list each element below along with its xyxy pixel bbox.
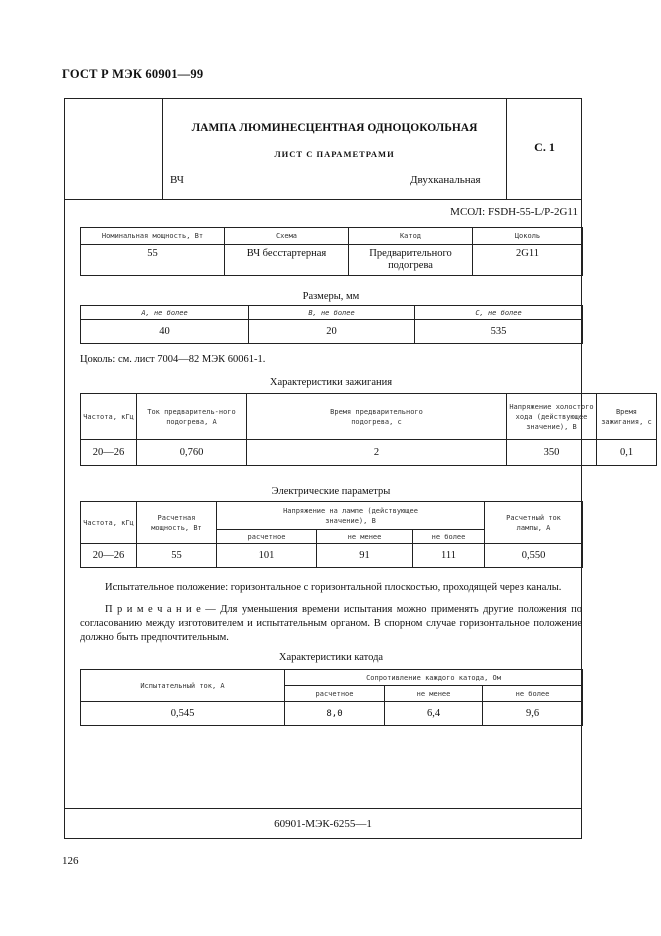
cell-el-max-voltage: 111 bbox=[413, 544, 485, 568]
dimensions-caption: Размеры, мм bbox=[302, 291, 360, 302]
subheader-cat-rated: расчетное bbox=[285, 686, 385, 702]
cell-circuit: ВЧ бесстартерная bbox=[225, 245, 349, 276]
electrical-table bbox=[80, 501, 583, 568]
subheader-el-rated: расчетное bbox=[217, 530, 317, 544]
cell-el-min-voltage: 91 bbox=[317, 544, 413, 568]
cell-nominal-power: 55 bbox=[81, 245, 225, 276]
footer-code: 60901-МЭК-6255—1 bbox=[274, 818, 372, 830]
cell-cat-rated: 8,0 bbox=[285, 702, 385, 726]
sheet-subtitle: ЛИСТ С ПАРАМЕТРАМИ bbox=[274, 149, 395, 159]
cell-ign-preheat-time: 2 bbox=[247, 440, 507, 466]
cell-cat-max: 9,6 bbox=[483, 702, 583, 726]
lamp-basic-table bbox=[80, 227, 583, 276]
sheet-number: С. 1 bbox=[534, 140, 555, 154]
base-note: Цоколь: см. лист 7004—82 МЭК 60061-1. bbox=[80, 354, 266, 365]
header-ign-time: Время зажигания, с bbox=[597, 394, 657, 440]
header-dim-b: B, не более bbox=[249, 306, 415, 320]
header-ign-open-voltage: Напряжение холостого хода (действующее значение), В bbox=[507, 394, 597, 440]
dual-channel-label: Двухканальная bbox=[410, 174, 481, 186]
header-base: Цоколь bbox=[473, 228, 583, 245]
cathode-caption: Характеристики катода bbox=[278, 652, 384, 663]
header-el-frequency: Частота, кГц bbox=[81, 502, 137, 544]
cell-cat-min: 6,4 bbox=[385, 702, 483, 726]
electrical-caption: Электрические параметры bbox=[271, 486, 391, 497]
subheader-cat-min: не менее bbox=[385, 686, 483, 702]
hf-label: ВЧ bbox=[170, 174, 184, 186]
header-el-current: Расчетный ток лампы, А bbox=[485, 502, 583, 544]
note-label: П р и м е ч а н и е bbox=[105, 604, 201, 615]
sheet-title: ЛАМПА ЛЮМИНЕСЦЕНТНАЯ ОДНОЦОКОЛЬНАЯ bbox=[191, 122, 478, 134]
cell-el-frequency: 20—26 bbox=[81, 544, 137, 568]
cell-dim-a: 40 bbox=[81, 320, 249, 344]
subheader-cat-max: не более bbox=[483, 686, 583, 702]
header-el-power: Расчетная мощность, Вт bbox=[137, 502, 217, 544]
ignition-table bbox=[80, 393, 657, 466]
cell-dim-c: 535 bbox=[415, 320, 583, 344]
page-number: 126 bbox=[62, 855, 79, 867]
lamp-designation: МСОЛ: FSDH-55-L/P-2G11 bbox=[450, 206, 578, 218]
dimensions-table bbox=[80, 305, 583, 344]
cell-ign-preheat-current: 0,760 bbox=[137, 440, 247, 466]
footer-divider bbox=[64, 808, 582, 809]
cell-el-power: 55 bbox=[137, 544, 217, 568]
header-dim-c: C, не более bbox=[415, 306, 583, 320]
header-ign-preheat-time: Время предварительного подогрева, с bbox=[247, 394, 507, 440]
header-cathode: Катод bbox=[349, 228, 473, 245]
note-text bbox=[80, 603, 582, 645]
cell-ign-open-voltage: 350 bbox=[507, 440, 597, 466]
cell-el-rated-voltage: 101 bbox=[217, 544, 317, 568]
cell-dim-b: 20 bbox=[249, 320, 415, 344]
cell-cat-test-current: 0,545 bbox=[81, 702, 285, 726]
ignition-caption: Характеристики зажигания bbox=[269, 377, 393, 388]
header-divider bbox=[64, 199, 582, 200]
cell-ign-time: 0,1 bbox=[597, 440, 657, 466]
cell-base: 2G11 bbox=[473, 245, 583, 276]
cell-el-current: 0,550 bbox=[485, 544, 583, 568]
standard-number: ГОСТ Р МЭК 60901—99 bbox=[62, 67, 204, 81]
note-body: — Для уменьшения времени испытания можно применять другие положения по согласованию между изготовителем и испытательным органом. В спорном случае горизонтальное положение должно быть предпочтительным. bbox=[80, 604, 582, 643]
cell-cathode: Предварительного подогрева bbox=[349, 245, 473, 276]
header-nominal-power: Номинальная мощность, Вт bbox=[81, 228, 225, 245]
test-position: Испытательное положение: горизонтальное с горизонтальной плоскостью, проходящей через каналы. bbox=[105, 582, 562, 593]
header-ign-frequency: Частота, кГц bbox=[81, 394, 137, 440]
test-position-text bbox=[80, 581, 582, 595]
cathode-table bbox=[80, 669, 583, 726]
header-el-voltage: Напряжение на лампе (действующее значение), В bbox=[217, 502, 485, 530]
header-cat-resistance: Сопротивление каждого катода, Ом bbox=[285, 670, 583, 686]
subheader-el-min: не менее bbox=[317, 530, 413, 544]
header-dim-a: A, не более bbox=[81, 306, 249, 320]
cell-ign-frequency: 20—26 bbox=[81, 440, 137, 466]
subheader-el-max: не более bbox=[413, 530, 485, 544]
header-ign-preheat-current: Ток предваритель-ного подогрева, А bbox=[137, 394, 247, 440]
header-circuit: Схема bbox=[225, 228, 349, 245]
header-cat-test-current: Испытательный ток, А bbox=[81, 670, 285, 702]
